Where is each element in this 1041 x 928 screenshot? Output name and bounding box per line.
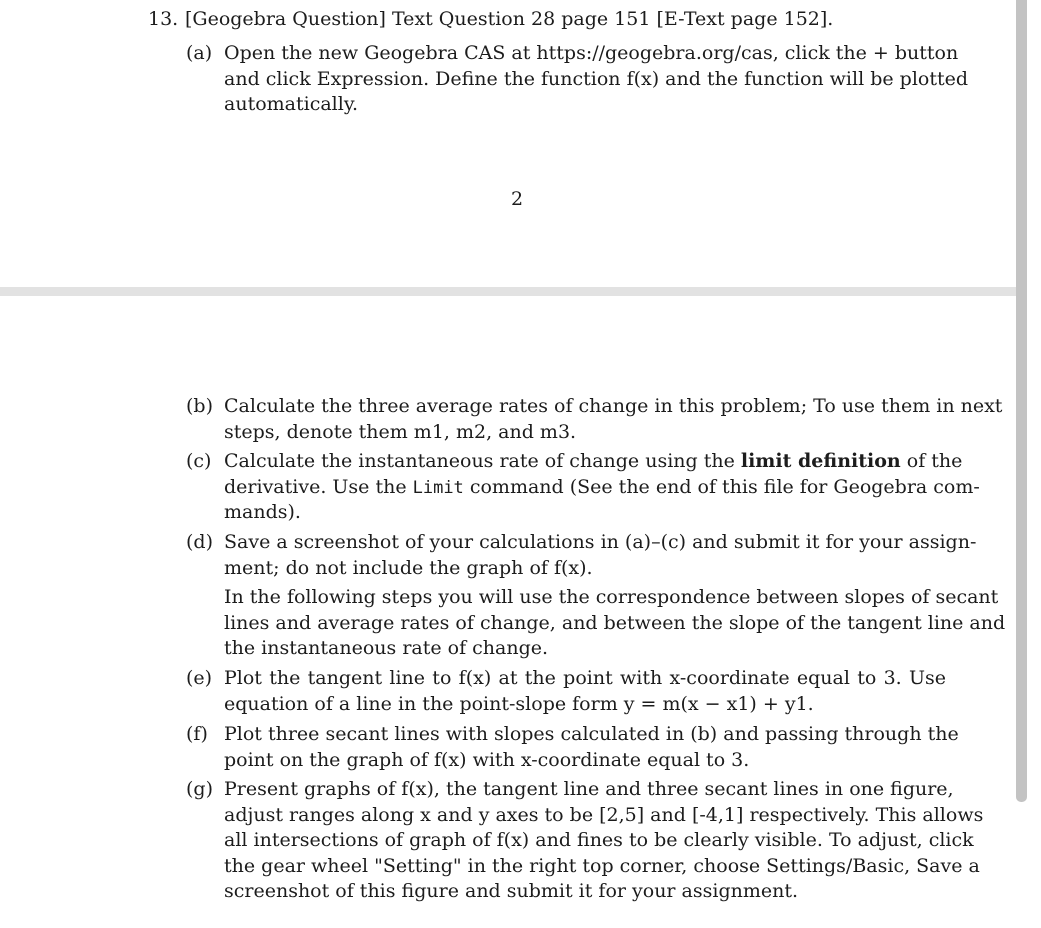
item-d-line-2: ment; do not include the graph of f(x). xyxy=(224,556,593,579)
item-f-line-2: point on the graph of f(x) with x-coordinate equal to 3. xyxy=(224,748,750,771)
item-d-body xyxy=(224,530,1006,662)
page-separator xyxy=(0,287,1041,296)
question-title: [Geogebra Question] Text Question 28 page 151 [E-Text page 152]. xyxy=(185,8,834,30)
item-g-line-1: Present graphs of f(x), the tangent line and three secant lines in one figure, xyxy=(224,778,954,800)
item-c-line-2 xyxy=(224,475,980,501)
item-d-label: (d) xyxy=(186,531,213,553)
item-a-line-2: and click Expression. Define the function f(x) and the function will be plotted xyxy=(224,67,969,90)
scrollbar-thumb[interactable] xyxy=(1016,0,1027,802)
limit-command-code: Limit xyxy=(412,477,464,498)
item-d-note-line-2: lines and average rates of change, and between the slope of the tangent line and xyxy=(224,611,1006,634)
item-e-line-2: equation of a line in the point-slope form y = m(x − x1) + y1. xyxy=(224,692,814,715)
item-g-body xyxy=(224,777,984,905)
item-c-label: (c) xyxy=(186,450,212,472)
item-c-line-2-text: derivative. Use the xyxy=(224,475,407,498)
item-c-line-1-text: Calculate the instantaneous rate of change using the xyxy=(224,450,735,472)
item-a-line-1: Open the new Geogebra CAS at https://geogebra.org/cas, click the + button xyxy=(224,42,959,64)
item-g-line-4: the gear wheel "Setting" in the right top corner, choose Settings/Basic, Save a xyxy=(224,854,980,877)
item-e-label: (e) xyxy=(186,667,213,689)
item-e-body xyxy=(224,666,946,717)
item-a-body xyxy=(224,41,969,118)
item-g-line-5: screenshot of this figure and submit it for your assignment. xyxy=(224,880,799,902)
item-f-line-1: Plot three secant lines with slopes calculated in (b) and passing through the xyxy=(224,723,959,745)
item-b-line-1: Calculate the three average rates of change in this problem; To use them in next xyxy=(224,395,1003,417)
item-a-line-3: automatically. xyxy=(224,93,359,115)
item-c-line-1-tail: of the xyxy=(906,450,963,472)
item-d-note-line-1: In the following steps you will use the correspondence between slopes of secant xyxy=(224,586,999,608)
limit-definition-emphasis: limit definition xyxy=(740,450,901,472)
item-f-label: (f) xyxy=(186,723,208,745)
item-c-line-3: mands). xyxy=(224,501,301,523)
item-b-line-2: steps, denote them m1, m2, and m3. xyxy=(224,420,577,443)
item-c-body xyxy=(224,449,980,526)
item-g-label: (g) xyxy=(186,778,213,800)
item-b-body xyxy=(224,394,1003,445)
item-d-note-line-3: the instantaneous rate of change. xyxy=(224,637,549,659)
item-f-body xyxy=(224,722,959,773)
item-d-line-1: Save a screenshot of your calculations in (a)–(c) and submit it for your assign- xyxy=(224,531,977,553)
item-c-line-1 xyxy=(224,449,963,475)
item-b-label: (b) xyxy=(186,395,213,417)
question-number: 13. xyxy=(148,8,179,30)
item-e-line-1: Plot the tangent line to f(x) at the point with x-coordinate equal to 3. Use xyxy=(224,667,946,689)
page-number: 2 xyxy=(510,188,524,210)
item-g-line-2: adjust ranges along x and y axes to be [2,5] and [-4,1] respectively. This allows xyxy=(224,803,984,826)
item-a-label: (a) xyxy=(186,42,213,64)
item-c-line-2-tail: command (See the end of this file for Geogebra com- xyxy=(469,475,980,498)
item-g-line-3: all intersections of graph of f(x) and fines to be clearly visible. To adjust, click xyxy=(224,829,974,851)
